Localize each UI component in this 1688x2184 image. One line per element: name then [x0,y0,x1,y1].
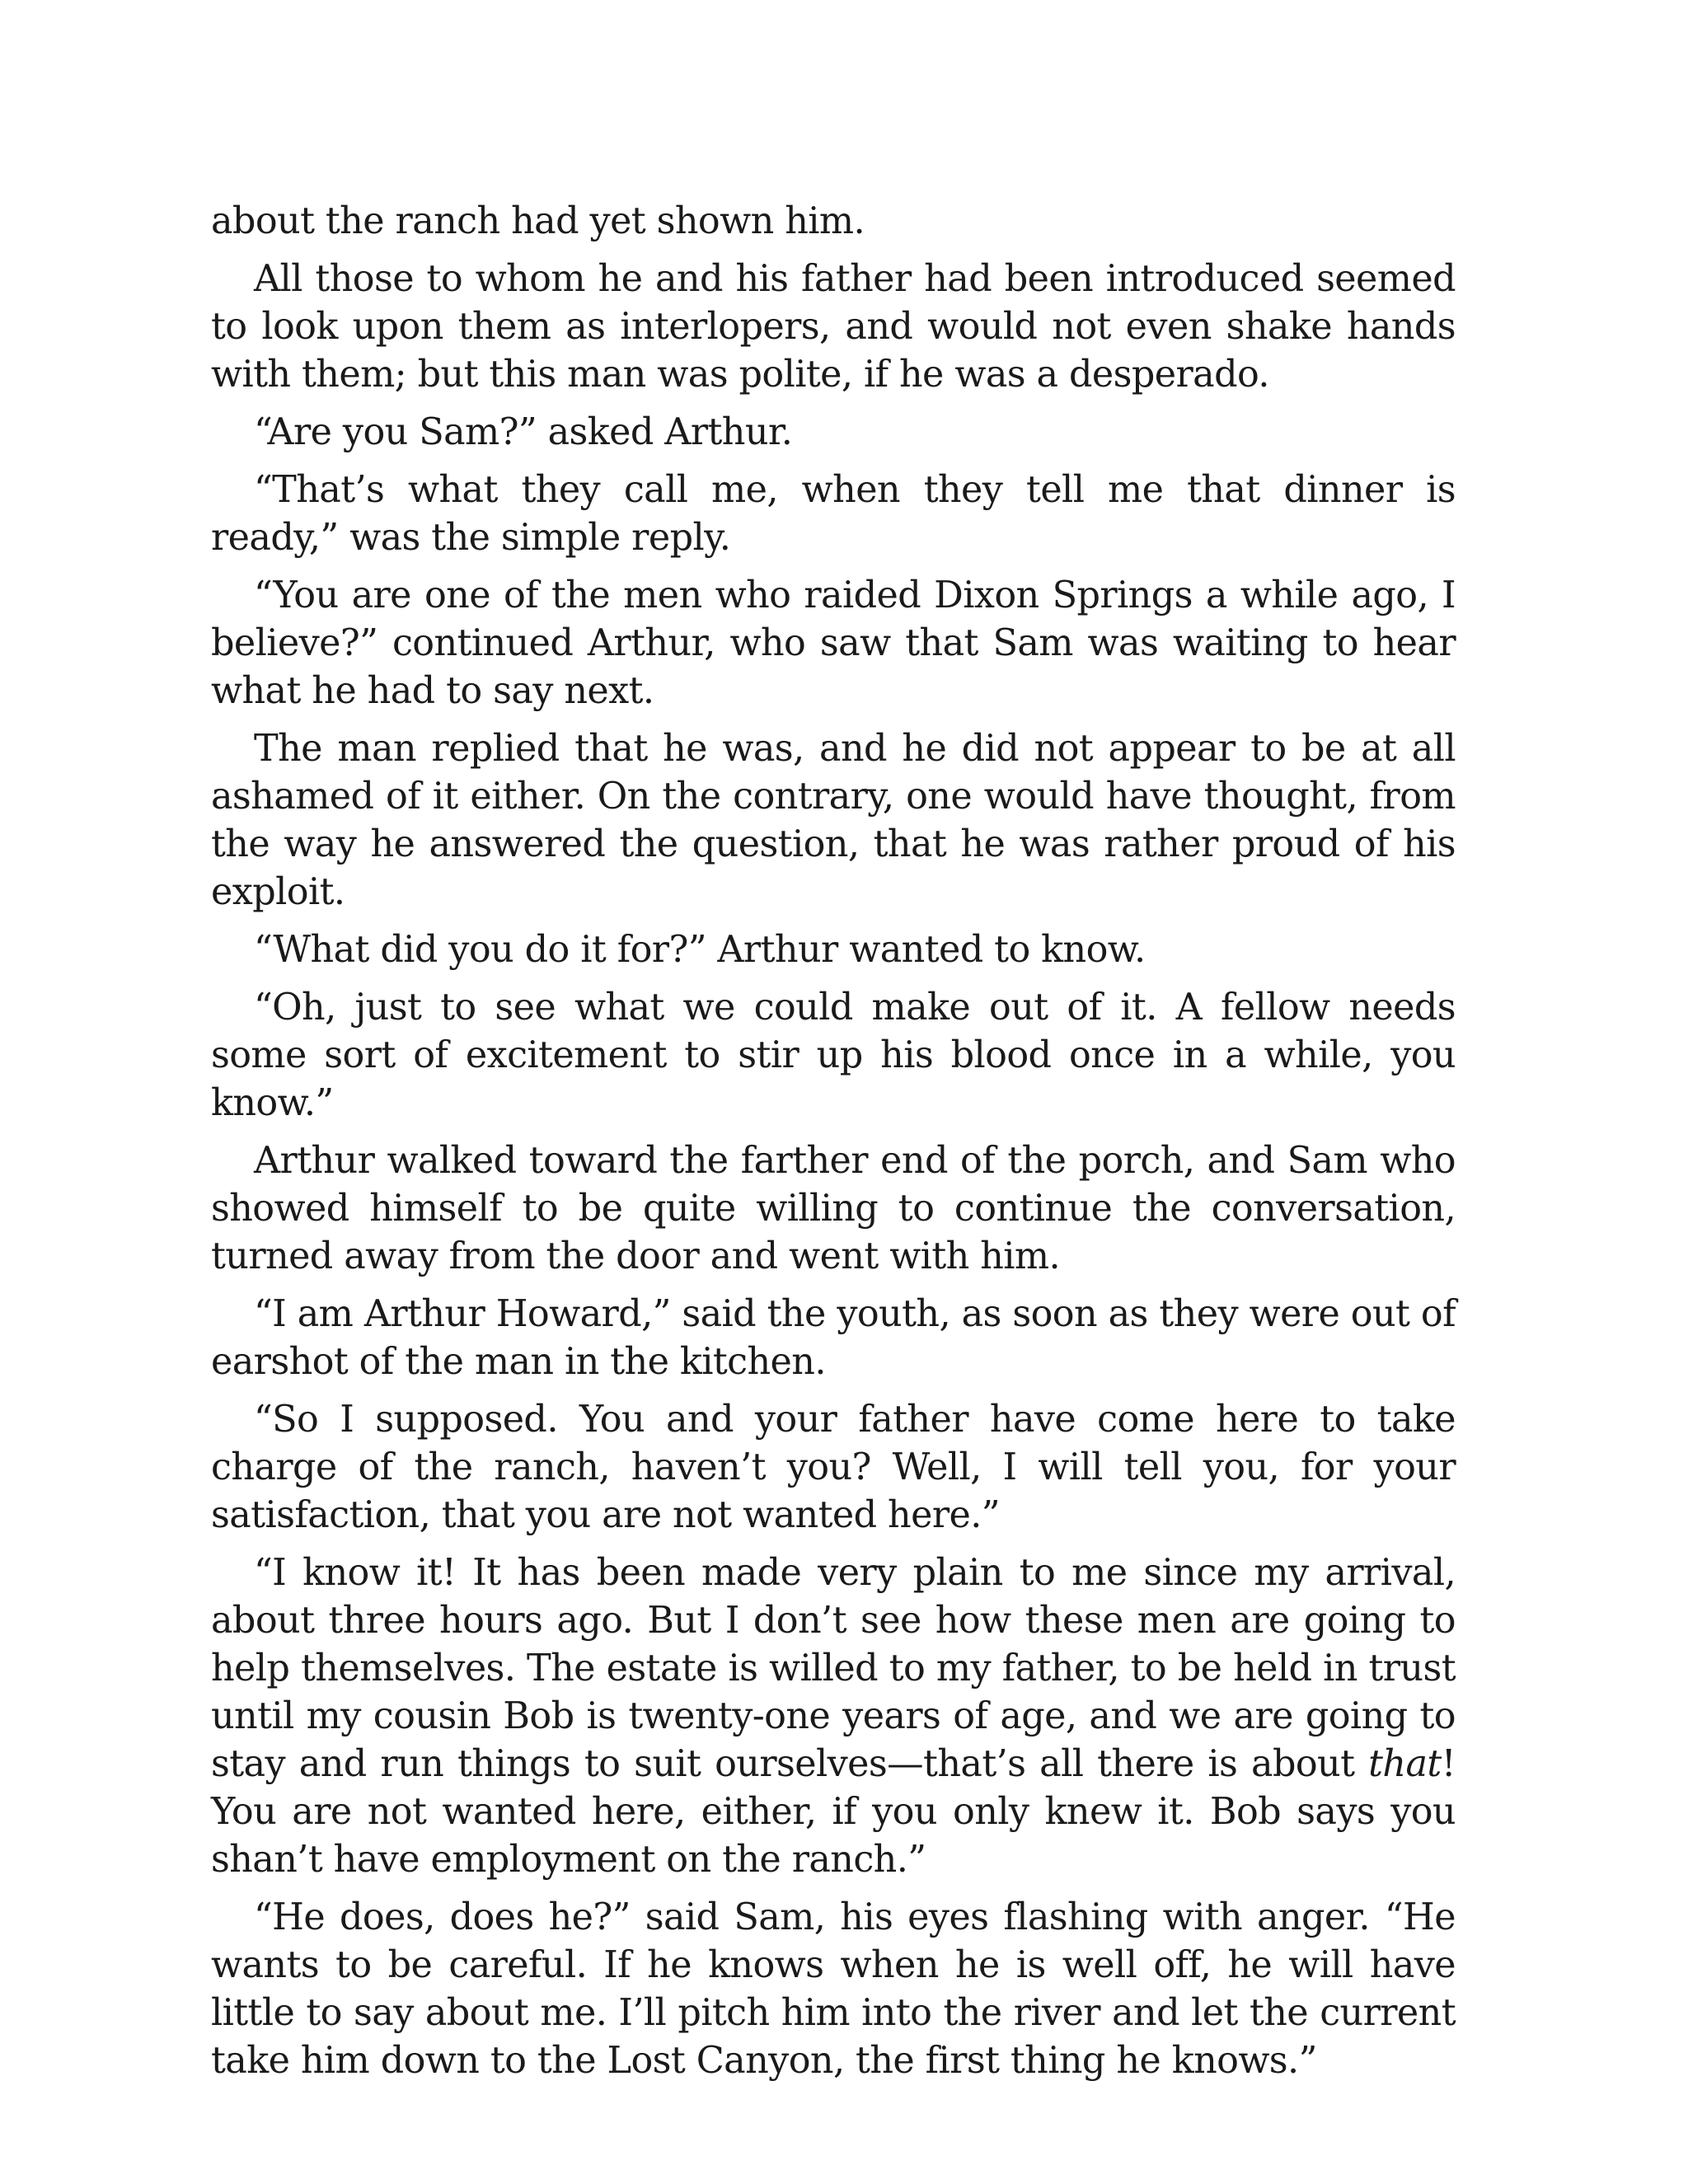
paragraph: “Oh, just to see what we could make out of it. A fellow needs some sort of excitement to stir up his blood once in a while, you know.” [211,987,1456,1124]
paragraph-text: ! You are not wanted here, either, if you only knew it. Bob says you shan’t have employment on the ranch.” [211,1743,1456,1881]
paragraph [211,1549,1456,1884]
emphasis-text: that [1368,1743,1442,1785]
paragraph: “That’s what they call me, when they tell me that dinner is ready,” was the simple reply. [211,469,1456,559]
paragraph: “Are you Sam?” asked Arthur. [254,411,793,453]
page-body [211,198,1456,2095]
paragraph-text: “I know it! It has been made very plain to me since my arrival, about three hours ago. But I don’t see how these men are going to help themselves. The estate is willed to my father, to be held in trust until my cousin Bob is twenty-one years of age, and we are going to stay and run things to suit ourselves—that’s all there is about [211,1552,1456,1785]
paragraph: Arthur walked toward the farther end of the porch, and Sam who showed himself to be quite willing to continue the conversation, turned away from the door and went with him. [211,1140,1456,1277]
paragraph: about the ranch had yet shown him. [211,200,865,242]
paragraph: “So I supposed. You and your father have come here to take charge of the ranch, haven’t you? Well, I will tell you, for your satisfaction, that you are not wanted here.” [211,1399,1456,1536]
paragraph: “I am Arthur Howard,” said the youth, as soon as they were out of earshot of the man in the kitchen. [211,1293,1456,1383]
paragraph: “What did you do it for?” Arthur wanted to know. [254,929,1146,971]
paragraph: “You are one of the men who raided Dixon Springs a while ago, I believe?” continued Arthur, who saw that Sam was waiting to hear what he had to say next. [211,574,1456,712]
paragraph: All those to whom he and his father had been introduced seemed to look upon them as interlopers, and would not even shake hands with them; but this man was polite, if he was a desperado. [211,258,1456,396]
paragraph: The man replied that he was, and he did not appear to be at all ashamed of it either. On the contrary, one would have thought, from the way he answered the question, that he was rather proud of his exploit. [211,728,1456,913]
paragraph: “He does, does he?” said Sam, his eyes flashing with anger. “He wants to be careful. If he knows when he is well off, he will have little to say about me. I’ll pitch him into the river and let the current take him down to the Lost Canyon, the first thing he knows.” [211,1896,1456,2082]
